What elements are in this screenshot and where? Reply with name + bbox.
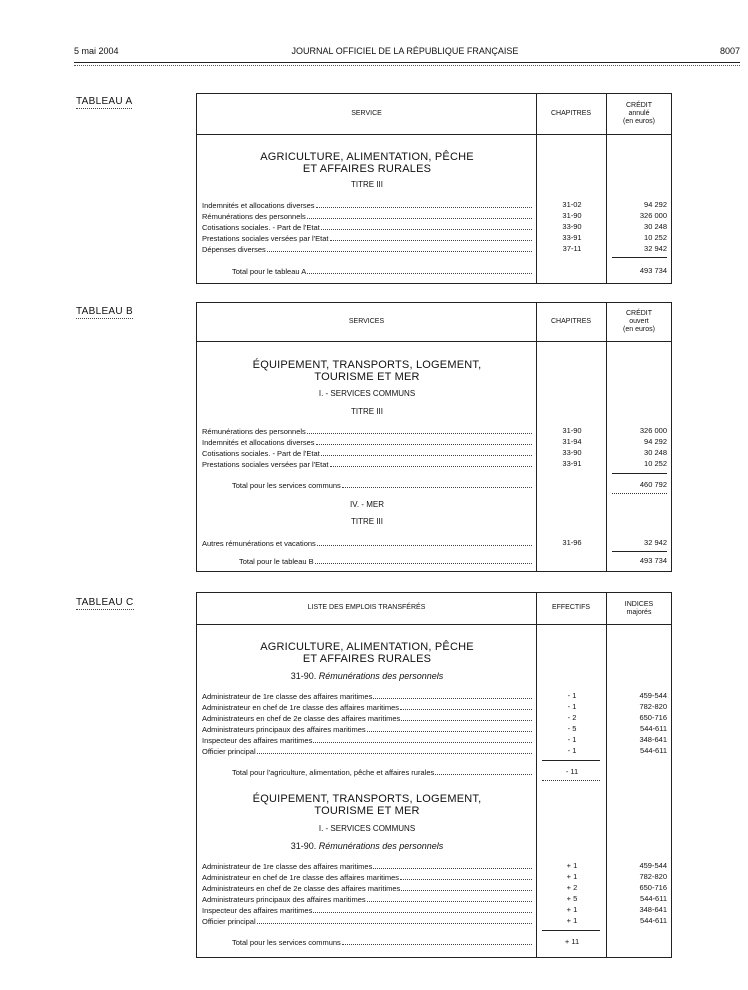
- tableau-b-section-1: I. - SERVICES COMMUNS: [318, 389, 416, 398]
- tableau-a-ministry: AGRICULTURE, ALIMENTATION, PÊCHE ET AFFAIRES RURALES: [260, 151, 474, 175]
- tableau-c-label: TABLEAU C: [76, 597, 134, 608]
- tableau-b-titre-2: TITRE III: [351, 517, 383, 526]
- tableau-b-ministry: ÉQUIPEMENT, TRANSPORTS, LOGEMENT, TOURISME ET MER: [252, 359, 482, 383]
- header-page-number: 8007: [719, 46, 740, 56]
- header-journal-title: JOURNAL OFFICIEL DE LA RÉPUBLIQUE FRANÇAISE: [291, 46, 519, 56]
- tableau-b-label: TABLEAU B: [76, 306, 133, 317]
- tableau-c-ministry-2: ÉQUIPEMENT, TRANSPORTS, LOGEMENT, TOURISME ET MER: [252, 793, 482, 817]
- tableau-b-section-2: IV. - MER: [350, 500, 384, 509]
- tableau-b-col-chapitres: CHAPITRES: [550, 318, 592, 325]
- tableau-b-titre-1: TITRE III: [351, 407, 383, 416]
- tableau-a-label: TABLEAU A: [76, 96, 133, 107]
- header-date: 5 mai 2004: [74, 46, 119, 56]
- tableau-c: LISTE DES EMPLOIS TRANSFÉRÉS EFFECTIFS INDICES majorés AGRICULTURE, ALIMENTATION, PÊCHE ET AFFAIRES RURALES 31-90. Rémunérations des personnels Administrateur de 1re classe des affaires maritimes - 1 459-544 Administrateur en chef de 1re classe des affaires maritimes - 1 782-820 Administrateurs en chef de 2e classe des affaires maritimes - 2 650-716 Administrateurs principaux des affaires maritimes - 5 544-611 Inspecteur des affaires maritimes - 1 348-641 Officier principal - 1 544-611 Total pour l'agriculture, alimentation, pêche et affaires rurales - 11 ÉQUIPEMENT, TRANSPORTS, LOGEMENT, TOURISME ET MER I. - SERVICES COMMUNS 31-90. Rémunérations des personnels Administrateur de 1re classe des affaires maritimes + 1 459-544 Administrateur en chef de 1re classe des affaires maritimes + 1 782-820 Administrateurs en chef de 2e classe des affaires maritimes + 2 650-716 Administrateurs principaux des affaires maritimes + 5 544-611 Inspecteur des affaires maritimes + 1 348-641 Officier principal + 1 544-611 Total pour les services communs + 11: [196, 592, 672, 958]
- tableau-a-col-chapitres: CHAPITRES: [550, 110, 592, 117]
- tableau-c-ministry-1: AGRICULTURE, ALIMENTATION, PÊCHE ET AFFAIRES RURALES: [260, 641, 474, 665]
- tableau-a-titre: TITRE III: [351, 180, 383, 189]
- tableau-a-col-service: SERVICE: [351, 110, 382, 117]
- tableau-b-col-services: SERVICES: [348, 318, 385, 325]
- tableau-c-chapter-1: 31-90. Rémunérations des personnels: [290, 671, 444, 681]
- tableau-a-col-credit: CRÉDIT annulé (en euros): [623, 102, 655, 125]
- tableau-a: SERVICE CHAPITRES CRÉDIT annulé (en euros) AGRICULTURE, ALIMENTATION, PÊCHE ET AFFAIRES RURALES TITRE III Indemnités et allocations diverses 31-02 94 292 Rémunérations des personnels 31-90 326 000 Cotisations sociales. - Part de l'Etat 33-90 30 248 Prestations sociales versées par l'Etat 33-91 10 252 Dépenses diverses 37-11 32 942 Total pour le tableau A 493 734: [196, 93, 672, 284]
- tableau-c-col-indices: INDICES majorés: [624, 601, 654, 616]
- header-rule-dotted: [74, 65, 740, 66]
- tableau-c-col-liste: LISTE DES EMPLOIS TRANSFÉRÉS: [307, 604, 426, 611]
- tableau-b: SERVICES CHAPITRES CRÉDIT ouvert (en euros) ÉQUIPEMENT, TRANSPORTS, LOGEMENT, TOURISME ET MER I. - SERVICES COMMUNS TITRE III Rémunérations des personnels 31-90 326 000 Indemnités et allocations diverses 31-94 94 292 Cotisations sociales. - Part de l'Etat 33-90 30 248 Prestations sociales versées par l'Etat 33-91 10 252 Total pour les services communs 460 792 IV. - MER TITRE III Autres rémunérations et vacations 31-96 32 942 Total pour le tableau B 493 734: [196, 302, 672, 572]
- tableau-c-col-effectifs: EFFECTIFS: [551, 604, 591, 611]
- tableau-b-col-credit: CRÉDIT ouvert (en euros): [623, 310, 655, 333]
- tableau-c-section: I. - SERVICES COMMUNS: [318, 824, 416, 833]
- header-rule: [74, 62, 740, 63]
- tableau-c-chapter-2: 31-90. Rémunérations des personnels: [290, 841, 444, 851]
